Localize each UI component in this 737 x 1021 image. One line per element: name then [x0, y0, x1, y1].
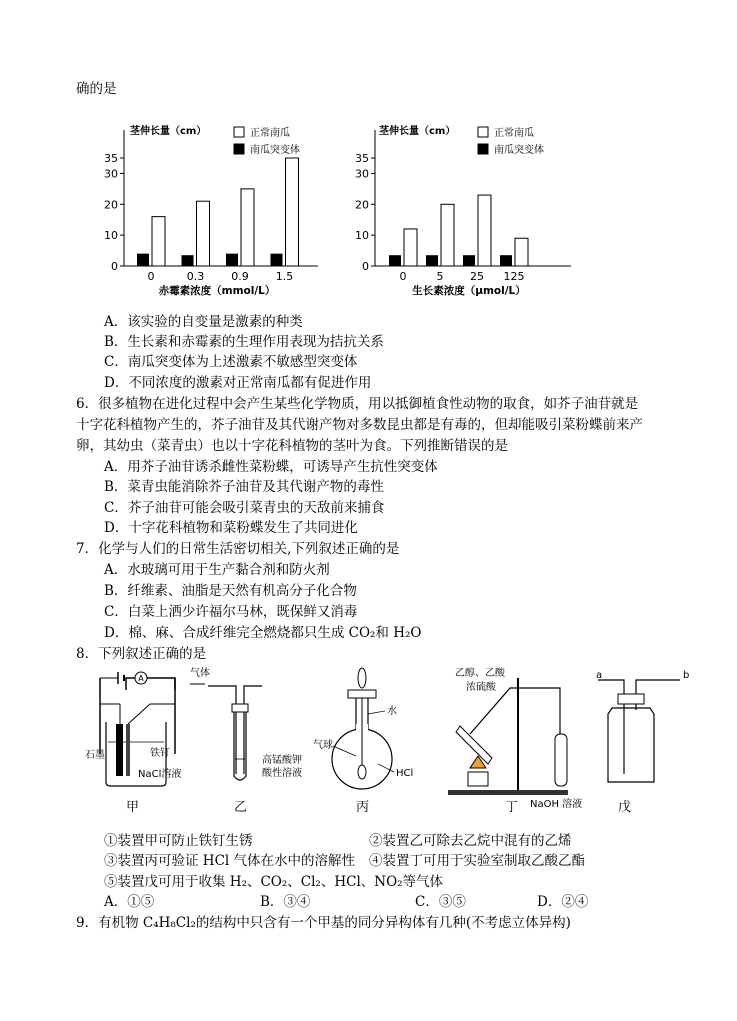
q7-option-b: B．纤维素、油脂是天然有机高分子化合物: [104, 583, 357, 599]
bar-normal: [152, 217, 165, 266]
y-tick-label: 10: [104, 229, 118, 243]
legend-label-mutant: 南瓜突变体: [250, 145, 300, 156]
legend-label-mutant: 南瓜突变体: [494, 145, 544, 156]
bar-mutant: [426, 255, 438, 266]
svg-text:气球: 气球: [313, 740, 333, 751]
y-tick-label: 20: [355, 198, 369, 212]
y-tick-label: 35: [355, 152, 369, 165]
q8-option-d: D．②④: [537, 894, 589, 910]
svg-text:乙: 乙: [234, 800, 248, 815]
svg-text:铁钉: 铁钉: [150, 748, 170, 759]
svg-text:丙: 丙: [356, 800, 370, 815]
bar-normal: [286, 158, 299, 266]
bar-normal: [441, 204, 454, 266]
q7-option-d: D．棉、麻、合成纤维完全燃烧都只生成 CO₂和 H₂O: [104, 625, 422, 641]
svg-text:浓硫酸: 浓硫酸: [466, 682, 496, 693]
bar-mutant: [137, 254, 149, 266]
y-tick-label: 35: [104, 152, 118, 165]
q6-stem-line1: 6．很多植物在进化过程中会产生某些化学物质，用以抵御植食性动物的取食，如芥子油苷就是: [76, 396, 639, 412]
x-tick-label: 0.3: [186, 270, 205, 283]
q8-statement-1: ①装置甲可防止铁钉生锈: [104, 833, 253, 849]
q5-option-c: C．南瓜突变体为上述激素不敏感型突变体: [104, 354, 358, 370]
q8-option-b: B．③④: [260, 894, 311, 910]
svg-text:高锰酸钾: 高锰酸钾: [262, 755, 302, 766]
svg-text:戊: 戊: [618, 800, 632, 815]
q8-statement-3: ③装置丙可验证 HCl 气体在水中的溶解性: [104, 853, 356, 869]
iron-nail: [126, 724, 130, 776]
bar-normal: [478, 195, 491, 266]
apparatus-wu: [596, 670, 689, 815]
x-tick-label: 0: [147, 270, 155, 283]
svg-text:NaOH 溶液: NaOH 溶液: [530, 799, 583, 810]
bar-normal: [241, 189, 254, 266]
q8-statement-2: ②装置乙可除去乙烷中混有的乙烯: [369, 833, 572, 849]
svg-text:HCl: HCl: [396, 768, 414, 779]
bar-mutant: [226, 254, 238, 266]
graphite-electrode: [116, 724, 123, 776]
x-tick-label: 0.9: [231, 270, 249, 283]
apparatus-ding: [448, 666, 582, 815]
q8-statement-4: ④装置丁可用于实验室制取乙酸乙酯: [369, 853, 585, 869]
q8-option-c: C．③⑤: [415, 894, 466, 910]
q8-statement-5: ⑤装置戊可用于收集 H₂、CO₂、Cl₂、HCl、NO₂等气体: [104, 874, 444, 890]
y-tick-label: 20: [104, 198, 118, 212]
q7-option-c: C．白菜上洒少许福尔马林，既保鲜又消毒: [104, 604, 358, 620]
apparatus-bing: [313, 668, 413, 815]
legend-swatch-normal: [234, 127, 244, 137]
svg-text:水: 水: [387, 706, 397, 717]
q6-option-b: B．菜青虫能消除芥子油苷及其代谢产物的毒性: [104, 479, 384, 495]
balloon-icon: [358, 668, 366, 688]
legend-swatch-mutant: [234, 144, 244, 154]
q5-option-a: A．该实验的自变量是激素的种类: [104, 314, 303, 330]
test-tube: [456, 726, 492, 764]
y-tick-label: 0: [111, 260, 118, 273]
x-axis-label: 生长素浓度（μmol/L）: [412, 285, 526, 297]
bar-mutant: [463, 255, 475, 266]
x-tick-label: 125: [503, 270, 525, 283]
bar-normal: [197, 201, 210, 266]
apparatus-jia: [85, 672, 181, 815]
svg-text:b: b: [683, 670, 690, 681]
svg-text:甲: 甲: [126, 800, 140, 815]
svg-text:A: A: [138, 674, 144, 683]
x-tick-label: 25: [470, 270, 484, 283]
y-axis-title: 茎伸长量（cm）: [379, 126, 456, 137]
bar-mutant: [500, 255, 512, 266]
apparatus-yi: [190, 666, 302, 815]
y-axis-title: 茎伸长量（cm）: [130, 126, 207, 137]
svg-text:气体: 气体: [190, 668, 210, 679]
q6-stem-line3: 卵，其幼虫（菜青虫）也以十字花科植物的茎叶为食。下列推断错误的是: [76, 438, 508, 454]
q5-option-d: D．不同浓度的激素对正常南瓜都有促进作用: [104, 375, 372, 391]
q9-stem: 9．有机物 C₄H₈Cl₂的结构中只含有一个甲基的同分异构体有几种(不考虑立体异构): [76, 915, 571, 931]
svg-text:乙醇、乙酸: 乙醇、乙酸: [455, 668, 505, 679]
q6-stem-line2: 十字花科植物产生的，芥子油苷及其代谢产物对多数昆虫都是有毒的，但却能吸引菜粉蝶前来产: [76, 417, 643, 433]
bar-mutant: [182, 255, 194, 266]
y-tick-label: 10: [355, 229, 369, 243]
q6-option-a: A．用芥子油苷诱杀雌性菜粉蝶，可诱导产生抗性突变体: [104, 459, 438, 475]
bar-normal: [404, 229, 417, 266]
x-tick-label: 5: [436, 270, 444, 283]
q7-stem: 7．化学与人们的日常生活密切相关,下列叙述正确的是: [76, 541, 400, 557]
bar-normal: [515, 238, 528, 266]
svg-text:a: a: [596, 670, 603, 681]
svg-text:NaCl溶液: NaCl溶液: [138, 769, 182, 780]
legend-label-normal: 正常南瓜: [494, 128, 534, 139]
q6-option-c: C．芥子油苷可能会吸引菜青虫的天敌前来捕食: [104, 500, 385, 516]
svg-text:丁: 丁: [505, 800, 519, 815]
x-tick-label: 0: [399, 270, 407, 283]
legend-swatch-mutant: [478, 144, 488, 154]
q8-option-a: A．①⑤: [104, 894, 155, 910]
legend-swatch-normal: [478, 127, 488, 137]
svg-text:石墨: 石墨: [85, 750, 105, 761]
bar-mutant: [389, 255, 401, 266]
legend-label-normal: 正常南瓜: [250, 128, 290, 139]
q5-option-b: B．生长素和赤霉素的生理作用表现为拮抗关系: [104, 334, 384, 350]
q6-option-d: D．十字花科植物和菜粉蝶发生了共同进化: [104, 520, 358, 536]
bar-mutant: [271, 254, 283, 266]
y-tick-label: 30: [104, 167, 118, 181]
y-tick-label: 0: [362, 260, 369, 273]
q7-option-a: A．水玻璃可用于生产黏合剂和防火剂: [104, 562, 330, 578]
svg-text:酸性溶液: 酸性溶液: [262, 768, 302, 779]
y-tick-label: 30: [355, 167, 369, 181]
x-tick-label: 1.5: [275, 270, 294, 283]
x-axis-label: 赤霉素浓度（mmol/L）: [158, 285, 276, 297]
apparatus-figure: [0, 664, 737, 824]
q8-stem: 8．下列叙述正确的是: [76, 646, 207, 662]
intro-line: 确的是: [76, 81, 117, 97]
